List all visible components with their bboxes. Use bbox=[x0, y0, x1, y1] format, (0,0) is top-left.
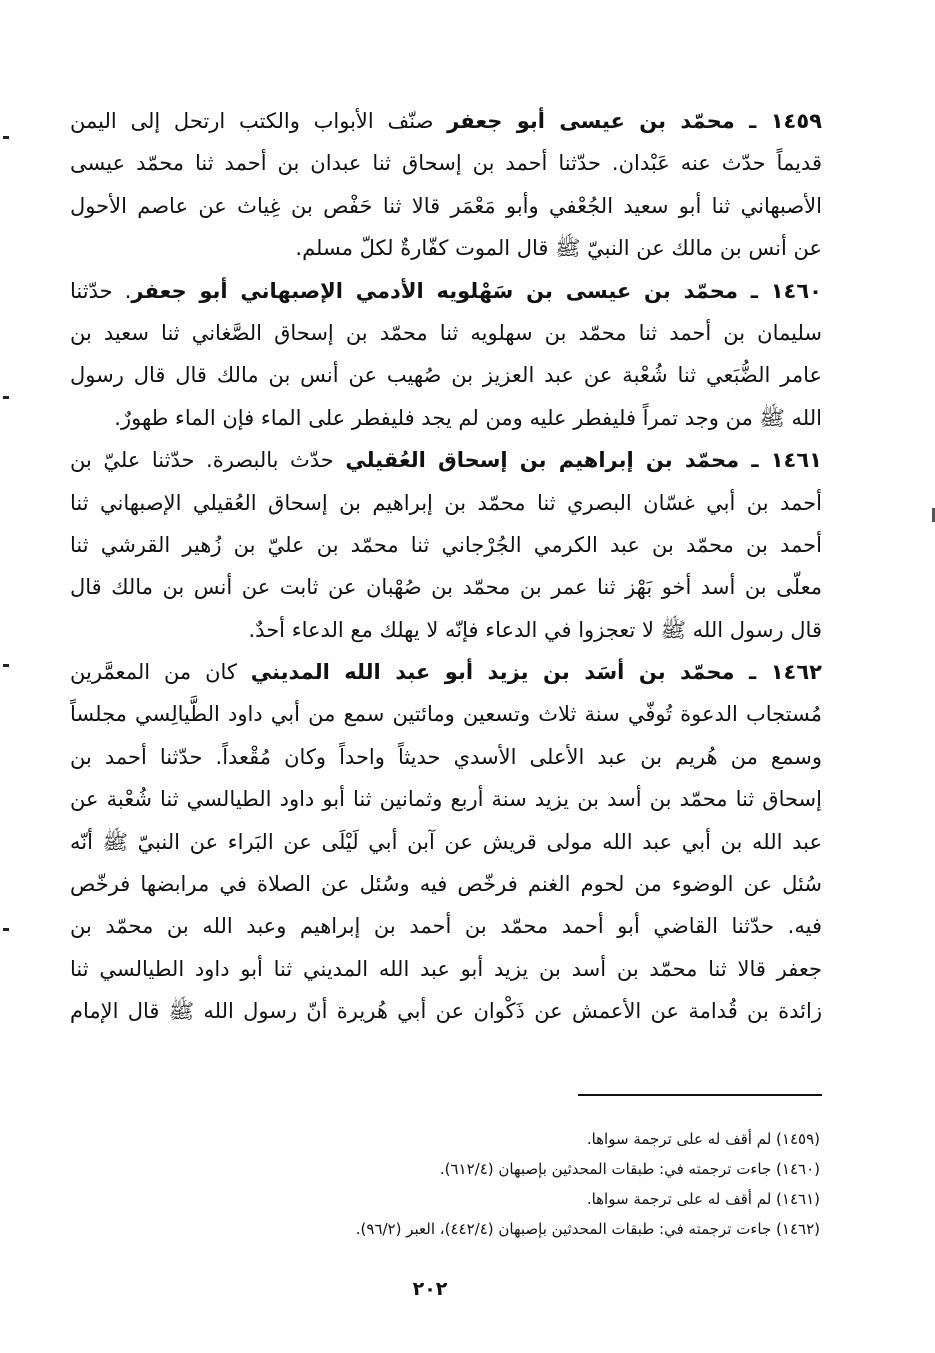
text-line: إسحاق ثنا محمّد بن أسد بن يزيد سنة أربع وثمانين ثنا أبو داود الطيالسي ثنا شُعْبة عن bbox=[70, 787, 822, 812]
entry-heading: ١٤٦٠ ـ محمّد بن عيسى بن سَهْلويه الأدمي الإصبهاني أبو جعفر bbox=[131, 278, 822, 303]
text-line bbox=[70, 270, 822, 312]
text-line bbox=[70, 439, 822, 481]
entry-heading-rest: كان من المعمَّرين bbox=[70, 660, 251, 685]
text-line bbox=[70, 100, 822, 142]
footnote-divider bbox=[578, 1094, 822, 1096]
text-line: زائدة بن قُدامة عن الأعمش عن ذَكْوان عن أبي هُريرة أنّ رسول الله ﷺ قال الإمام bbox=[70, 999, 822, 1024]
entry-1459 bbox=[70, 100, 822, 270]
footnote-1460: (١٤٦٠) جاءت ترجمته في: طبقات المحدثين بإصبهان (٦١٢/٤). bbox=[439, 1160, 820, 1178]
scan-margin-mark bbox=[3, 928, 9, 931]
footnote-1461: (١٤٦١) لم أقف له على ترجمة سواها. bbox=[586, 1190, 820, 1208]
text-line: عامر الضُّبَعي ثنا شُعْبة عن عبد العزيز بن صُهيب عن أنس بن مالك قال قال رسول bbox=[70, 363, 822, 388]
text-line: عن أنس بن مالك عن النبيّ ﷺ قال الموت كفّارةٌ لكلّ مسلم. bbox=[295, 236, 822, 261]
text-line: مُستجاب الدعوة تُوفّي سنة ثلاث وتسعين ومائتين سمع من أبي داود الطَّيالِسي مجلساً bbox=[70, 702, 822, 727]
entry-1460 bbox=[70, 270, 822, 440]
scan-margin-mark bbox=[3, 136, 9, 139]
text-line: فيه. حدّثنا القاضي أبو أحمد محمّد بن أحمد بن إبراهيم وعبد الله بن محمّد بن bbox=[70, 914, 822, 939]
text-line: وسمع من هُريم بن عبد الأعلى الأسدي حديثاً واحداً وكان مُقْعداً. حدّثنا أحمد بن bbox=[70, 744, 822, 769]
text-line: سُئل عن الوضوء من لحوم الغنم فرخّص فيه وسُئل عن الصلاة في مرابضها فرخّص bbox=[70, 872, 822, 897]
text-line: سليمان بن أحمد ثنا محمّد بن سهلويه ثنا محمّد بن إسحاق الصَّغاني ثنا سعيد بن bbox=[70, 320, 822, 345]
text-line: قال رسول الله ﷺ لا تعجزوا في الدعاء فإنّه لا يهلك مع الدعاء أحدٌ. bbox=[248, 617, 822, 642]
text-line: أحمد بن أبي غسّان البصري ثنا محمّد بن إبراهيم بن إسحاق العُقيلي الإصبهاني ثنا bbox=[70, 490, 822, 515]
text-line: قديماً حدّث عنه عَبْدان. حدّثنا أحمد بن إسحاق ثنا عبدان بن أحمد ثنا محمّد عيسى bbox=[70, 151, 822, 176]
footnote-1462: (١٤٦٢) جاءت ترجمته في: طبقات المحدثين بإصبهان (٤٤٢/٤)، العبر (٩٦/٢). bbox=[355, 1220, 820, 1238]
text-line: أحمد بن محمّد بن عبد الكرمي الجُرْجاني ثنا محمّد بن عليّ بن زُهير القرشي ثنا bbox=[70, 532, 822, 557]
entry-heading-rest: صنّف الأبواب والكتب ارتحل إلى اليمن bbox=[70, 109, 448, 133]
page-number: ٢٠٢ bbox=[412, 1278, 448, 1300]
scan-margin-mark bbox=[3, 664, 9, 667]
text-line: معلّى بن أسد أخو بَهْز ثنا عمر بن محمّد بن صُهْبان عن ثابت عن أنس بن مالك قال bbox=[70, 575, 822, 600]
text-line: عبد الله بن أبي عبد الله مولى قريش عن آبن أبي لَيْلَى عن البَراء عن النبيّ ﷺ أنّه bbox=[70, 829, 822, 854]
entry-heading: ١٤٦٢ ـ محمّد بن أسَد بن يزيد أبو عبد الله المديني bbox=[250, 660, 822, 685]
text-line: جعفر قالا ثنا محمّد بن أسد بن يزيد أبو عبد الله المديني ثنا أبو داود الطيالسي ثنا bbox=[70, 956, 822, 981]
main-text bbox=[70, 100, 822, 1033]
entry-1461 bbox=[70, 439, 822, 651]
entry-1462 bbox=[70, 651, 822, 1033]
entry-heading-rest: . حدّثنا bbox=[70, 278, 132, 303]
text-line: الله ﷺ من وجد تمراً فليفطر عليه ومن لم يجد فليفطر على الماء فإن الماء طهورٌ. bbox=[114, 405, 822, 430]
text-line bbox=[70, 651, 822, 693]
entry-heading-rest: حدّث بالبصرة. حدّثنا عليّ بن bbox=[70, 448, 346, 473]
text-line: الأصبهاني ثنا أبو سعيد الجُعْفي وأبو مَعْمَر قالا ثنا حَفْص بن غِياث عن عاصم الأحول bbox=[70, 193, 822, 218]
footnote-1459: (١٤٥٩) لم أقف له على ترجمة سواها. bbox=[586, 1130, 820, 1148]
scan-margin-mark bbox=[3, 396, 9, 399]
entry-heading: ١٤٥٩ ـ محمّد بن عيسى أبو جعفر bbox=[447, 109, 822, 133]
entry-heading: ١٤٦١ ـ محمّد بن إبراهيم بن إسحاق العُقيلي bbox=[345, 448, 822, 473]
footnotes bbox=[120, 1124, 820, 1244]
